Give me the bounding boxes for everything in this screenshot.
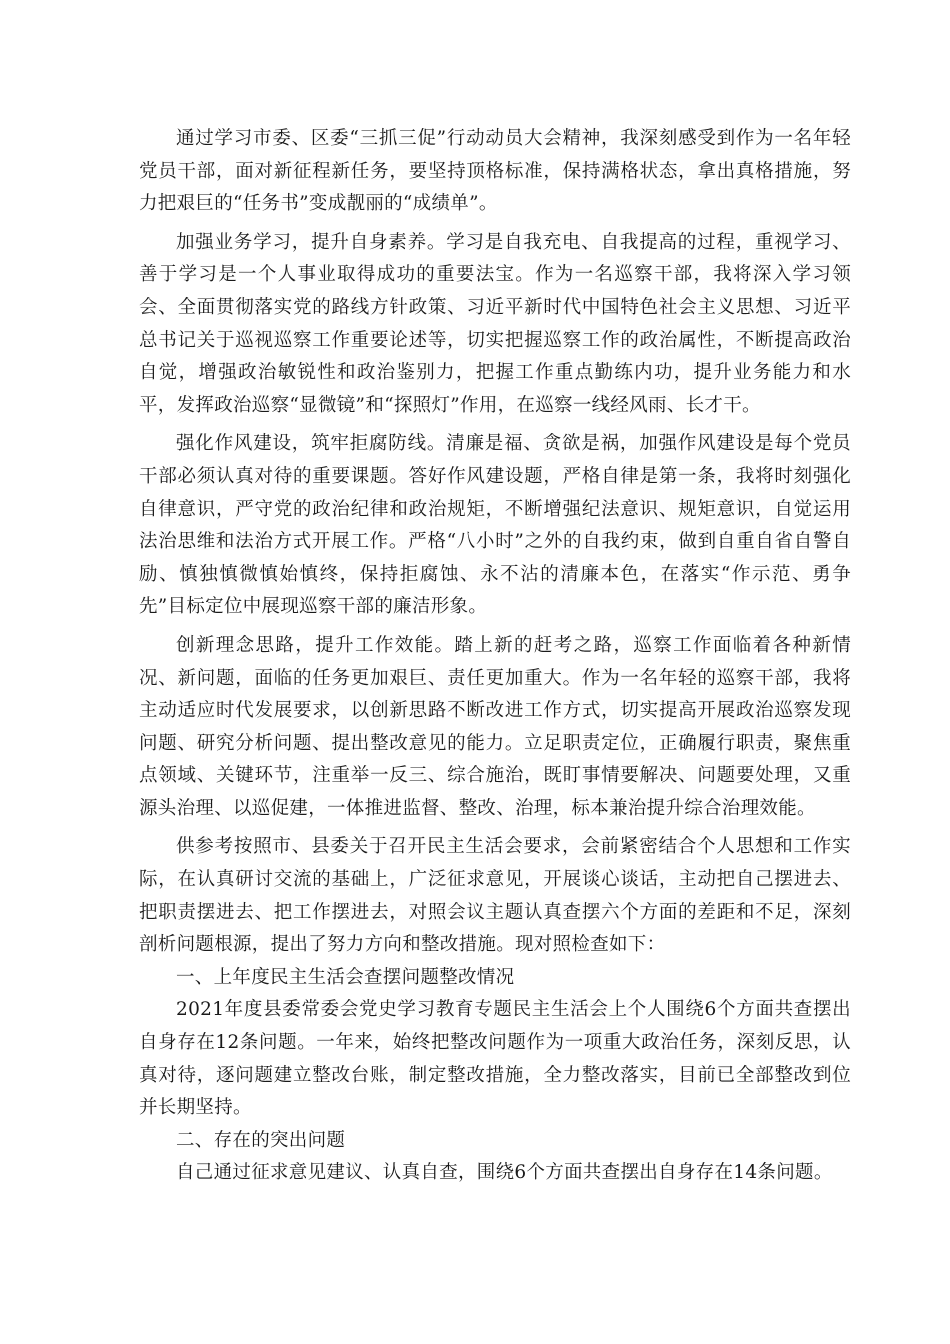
paragraph-business-study: 加强业务学习，提升自身素养。学习是自我充电、自我提高的过程，重视学习、善于学习是一个人事业取得成功的重要法宝。作为一名巡察干部，我将深入学习领会、全面贯彻落实党的路线方针政策、习近平新时代中国特色社会主义思想、习近平总书记关于巡视巡察工作重要论述等，切实把握巡察工作的政治属性，不断提高政治自觉，增强政治敏锐性和政治鉴别力，把握工作重点勤练内功，提升业务能力和水平，发挥政治巡察“显微镜”和“探照灯”作用，在巡察一线经风雨、长才干。: [139, 231, 851, 416]
paragraph-rectification: 2021年度县委常委会党史学习教育专题民主生活会上个人围绕6个方面共查摆出自身存在12条问题。一年来，始终把整改问题作为一项重大政治任务，深刻反思，认真对待，逐问题建立整改台账，制定整改措施，全力整改落实，目前已全部整改到位并长期坚持。: [139, 999, 851, 1119]
paragraph-innovation: 创新理念思路，提升工作效能。踏上新的赶考之路，巡察工作面临着各种新情况、新问题，面临的任务更加艰巨、责任更加重大。作为一名年轻的巡察干部，我将主动适应时代发展要求，以创新思路不断改进工作方式，切实提高开展政治巡察发现问题、研究分析问题、提出整改意见的能力。立足职责定位，正确履行职责，聚焦重点领域、关键环节，注重举一反三、综合施治，既盯事情要解决、问题要处理，又重源头治理、以巡促建，一体推进监督、整改、治理，标本兼治提升综合治理效能。: [139, 634, 851, 819]
paragraph-intro: 通过学习市委、区委“三抓三促”行动动员大会精神，我深刻感受到作为一名年轻党员干部，面对新征程新任务，要坚持顶格标准，保持满格状态，拿出真格措施，努力把艰巨的“任务书”变成靓丽的“成绩单”。: [139, 128, 851, 215]
paragraph-problems: 自己通过征求意见建议、认真自查，围绕6个方面共查摆出自身存在14条问题。: [176, 1162, 833, 1184]
heading-section-2: 二、存在的突出问题: [176, 1129, 346, 1151]
heading-section-1: 一、上年度民主生活会查摆问题整改情况: [176, 966, 515, 988]
paragraph-work-style: 强化作风建设，筑牢拒腐防线。清廉是福、贪欲是祸，加强作风建设是每个党员干部必须认真对待的重要课题。答好作风建设题，严格自律是第一条，我将时刻强化自律意识，严守党的政治纪律和政治规矩，不断增强纪法意识、规矩意识，自觉运用法治思维和法治方式开展工作。严格“八小时”之外的自我约束，做到自重自省自警自励、慎独慎微慎始慎终，保持拒腐蚀、永不沾的清廉本色，在落实“作示范、勇争先”目标定位中展现巡察干部的廉洁形象。: [139, 433, 851, 618]
paragraph-life-meeting: 供参考按照市、县委关于召开民主生活会要求，会前紧密结合个人思想和工作实际，在认真研讨交流的基础上，广泛征求意见，开展谈心谈话，主动把自己摆进去、把职责摆进去、把工作摆进去，对照会议主题认真查摆六个方面的差距和不足，深刻剖析问题根源，提出了努力方向和整改措施。现对照检查如下：: [139, 836, 851, 956]
document-body: [139, 123, 851, 1190]
